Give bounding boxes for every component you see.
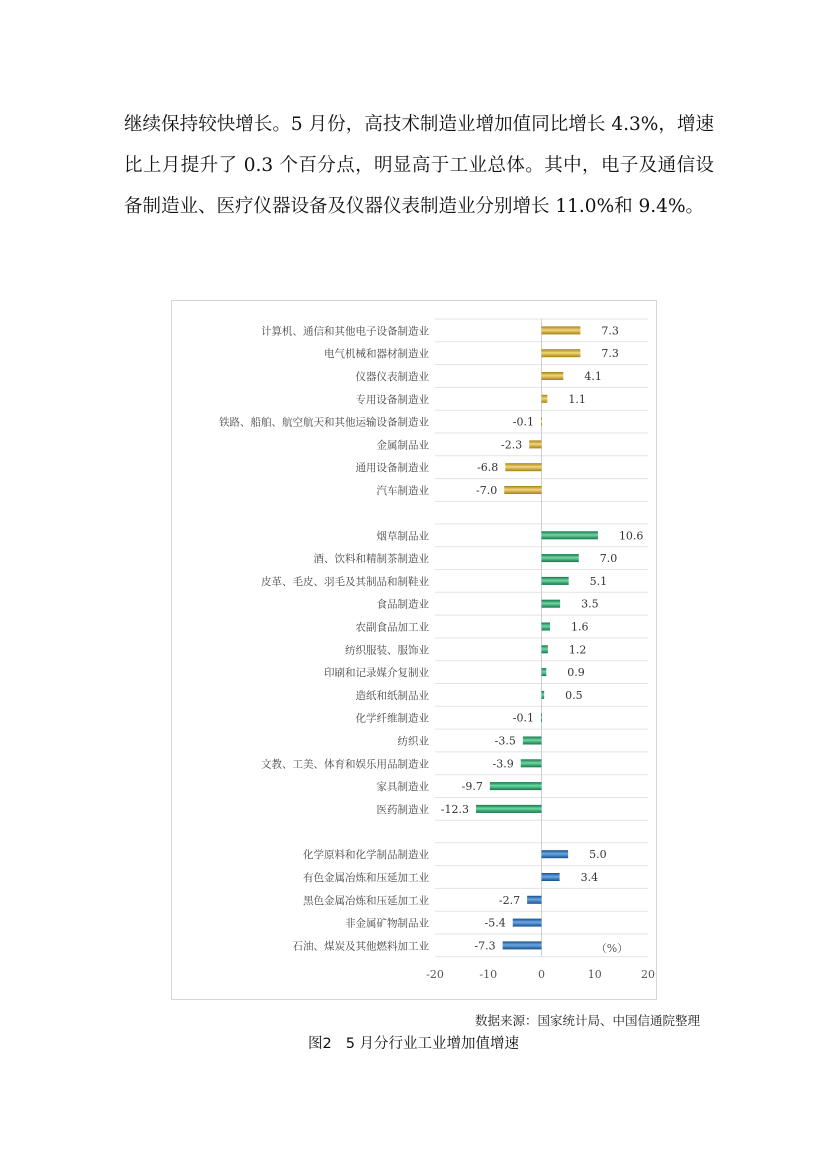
x-tick-label: 0 [538, 967, 545, 981]
category-label: 烟草制品业 [376, 530, 429, 543]
value-label: -5.4 [484, 916, 506, 930]
bar [542, 691, 545, 699]
bar [529, 440, 541, 448]
category-label: 化学纤维制造业 [355, 712, 429, 725]
value-label: 0.9 [567, 666, 585, 680]
value-label: -3.5 [494, 734, 516, 748]
value-label: 7.3 [601, 324, 619, 338]
x-tick-label: 20 [641, 967, 655, 981]
category-label: 医药制造业 [376, 803, 429, 816]
category-label: 黑色金属冶炼和压延加工业 [303, 894, 429, 907]
bar [527, 896, 541, 904]
category-label: 家具制造业 [376, 781, 429, 794]
bar [542, 349, 581, 357]
category-label: 石油、煤炭及其他燃料加工业 [292, 940, 429, 953]
bar [542, 873, 560, 881]
category-label: 通用设备制造业 [355, 462, 429, 475]
category-label: 汽车制造业 [376, 485, 429, 497]
bar [513, 919, 542, 927]
x-tick-label: 10 [587, 967, 602, 981]
category-label: 印刷和记录媒介复制业 [324, 667, 429, 680]
category-label: 纺织业 [397, 735, 429, 748]
bar [542, 668, 547, 676]
value-label: -7.3 [474, 939, 496, 953]
value-label: -0.1 [512, 711, 534, 725]
category-label: 酒、饮料和精制茶制造业 [313, 553, 429, 566]
bar [542, 577, 569, 585]
category-label: 造纸和纸制品业 [355, 689, 429, 702]
x-tick-label: -10 [479, 967, 498, 981]
bar [542, 326, 581, 334]
value-label: -12.3 [440, 802, 470, 816]
category-label: 有色金属冶炼和压延加工业 [303, 872, 429, 884]
bar [542, 554, 579, 562]
bar [542, 645, 548, 653]
value-label: 4.1 [584, 370, 602, 383]
value-label: 1.6 [571, 620, 589, 634]
bar [505, 463, 541, 471]
value-label: 7.0 [599, 552, 618, 566]
figure-number: 图2 [307, 1036, 332, 1052]
value-label: -2.3 [501, 438, 523, 452]
category-label: 计算机、通信和其他电子设备制造业 [261, 325, 429, 338]
value-label: -9.7 [461, 780, 483, 794]
industry-growth-chart [171, 300, 657, 1000]
bar [541, 714, 542, 722]
bar-chart-svg [172, 301, 656, 999]
category-label: 纺织服装、服饰业 [345, 644, 429, 657]
category-label: 铁路、船舶、航空航天和其他运输设备制造业 [219, 416, 429, 429]
value-label: 7.3 [601, 347, 619, 361]
value-label: -2.7 [498, 893, 521, 907]
value-label: -6.8 [477, 461, 499, 475]
bar [542, 600, 561, 608]
value-label: 3.4 [580, 871, 599, 884]
value-label: 0.5 [565, 688, 583, 702]
bar [490, 782, 542, 790]
bar [542, 623, 551, 631]
figure-caption [0, 1032, 827, 1053]
category-label: 食品制造业 [376, 598, 429, 611]
category-label: 仪器仪表制造业 [355, 371, 429, 383]
bar [542, 372, 564, 380]
paragraph-text: 继续保持较快增长。5 月份，高技术制造业增加值同比增长 4.3%，增速比上月提升了 0.3 个百分点，明显高于工业总体。其中，电子及通信设备制造业、医疗仪器设备及仪器仪表制造业分别增长 11.0%和 9.4%。 [124, 114, 714, 217]
bar [504, 486, 541, 494]
category-label: 专用设备制造业 [355, 393, 429, 406]
x-tick-label: -20 [426, 967, 444, 981]
bar [521, 759, 542, 767]
value-label: -3.9 [492, 757, 514, 771]
category-label: 电气机械和器材制造业 [324, 348, 429, 361]
value-label: 1.1 [568, 392, 586, 406]
figure-title: 5 月分行业工业增加值增速 [345, 1036, 520, 1052]
category-label: 农副食品加工业 [355, 621, 429, 634]
value-label: 5.0 [589, 848, 607, 862]
bar [542, 531, 598, 539]
bar [542, 395, 548, 403]
bar [541, 418, 542, 426]
bar [476, 805, 541, 813]
value-label: 1.2 [568, 643, 587, 657]
bar [523, 737, 542, 745]
value-label: -7.0 [476, 484, 498, 497]
body-paragraph [124, 104, 714, 227]
data-source-note: 数据来源：国家统计局、中国信通院整理 [474, 1013, 700, 1028]
value-label: 5.1 [589, 574, 608, 588]
category-label: 皮革、毛皮、羽毛及其制品和制鞋业 [261, 575, 429, 588]
category-label: 文教、工美、体育和娱乐用品制造业 [261, 758, 429, 771]
bar [542, 850, 569, 858]
unit-label: （%） [595, 941, 629, 955]
category-label: 金属制品业 [376, 439, 429, 452]
bar [503, 941, 542, 949]
category-label: 化学原料和化学制品制造业 [303, 849, 429, 862]
category-label: 非金属矿物制品业 [345, 917, 429, 930]
value-label: 3.5 [581, 597, 599, 611]
value-label: 10.6 [618, 529, 644, 543]
value-label: -0.1 [512, 415, 534, 429]
